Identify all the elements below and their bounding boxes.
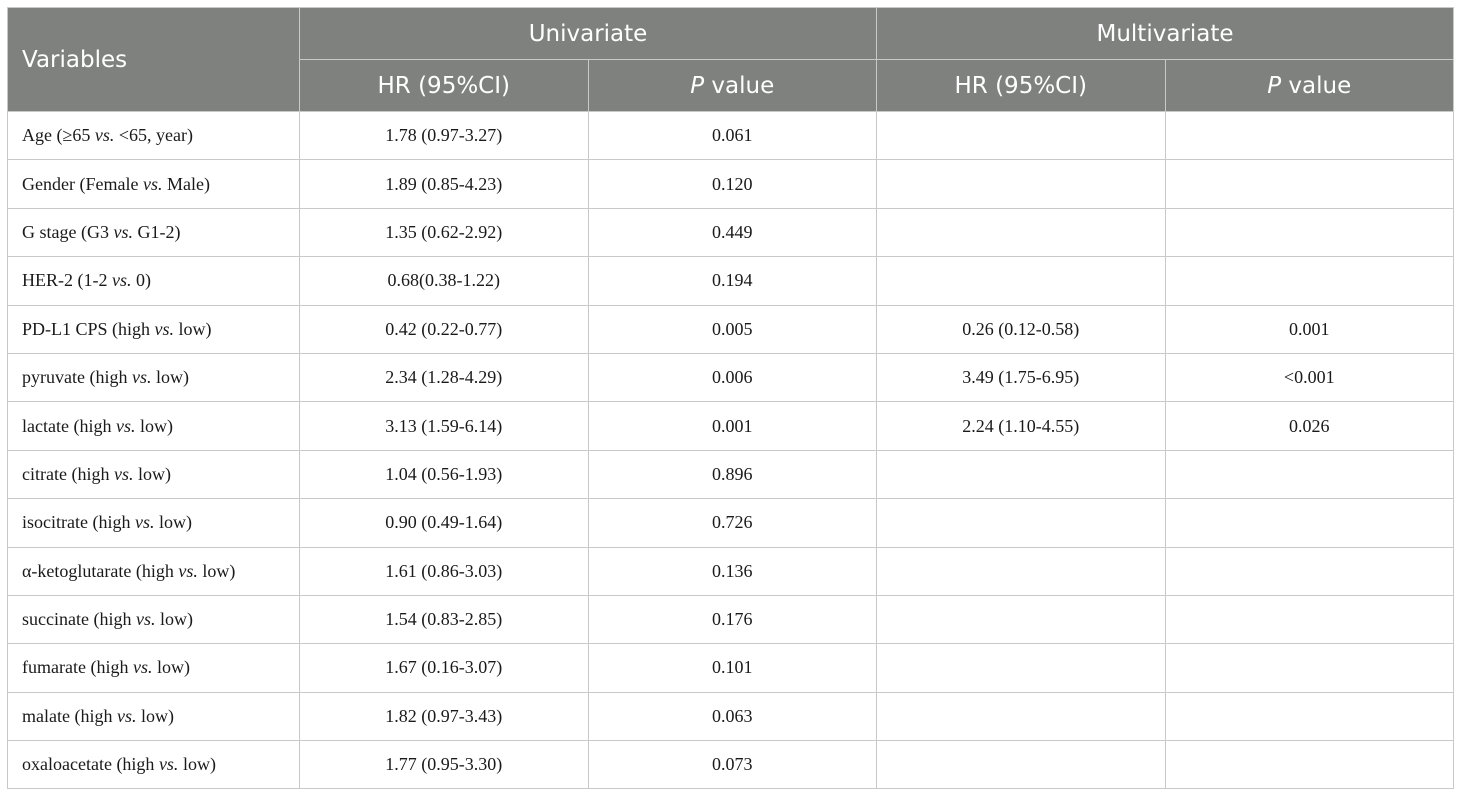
multivariate-hr-cell: 2.24 (1.10-4.55) <box>877 402 1166 450</box>
multivariate-hr-cell <box>877 499 1166 547</box>
univariate-p-cell: 0.120 <box>588 160 877 208</box>
variable-text: pyruvate (high <box>22 367 132 388</box>
univariate-hr-cell: 2.34 (1.28-4.29) <box>300 353 589 401</box>
table-row <box>8 257 1454 305</box>
table-row <box>8 547 1454 595</box>
regression-table <box>7 7 1454 789</box>
variable-cell <box>8 402 300 450</box>
univariate-p-cell: 0.176 <box>588 595 877 643</box>
multivariate-header: Multivariate <box>877 8 1454 60</box>
multivariate-p-cell <box>1165 160 1454 208</box>
vs-italic: vs. <box>135 609 156 630</box>
table-row <box>8 402 1454 450</box>
p-rest: value <box>704 72 775 99</box>
univariate-hr-cell: 3.13 (1.59-6.14) <box>300 402 589 450</box>
table-row <box>8 499 1454 547</box>
univariate-hr-cell: 1.82 (0.97-3.43) <box>300 692 589 740</box>
variable-text: G stage (G3 <box>22 221 114 242</box>
univariate-p-cell: 0.101 <box>588 644 877 692</box>
multivariate-p-cell: <0.001 <box>1165 353 1454 401</box>
vs-italic: vs. <box>154 318 175 339</box>
univariate-hr-cell: 1.77 (0.95-3.30) <box>300 741 589 789</box>
results-table-container <box>7 7 1453 789</box>
variable-cell <box>8 692 300 740</box>
univariate-p-cell: 0.006 <box>588 353 877 401</box>
variable-cell <box>8 644 300 692</box>
variable-text: oxaloacetate (high <box>22 754 159 775</box>
univariate-hr-cell: 1.89 (0.85-4.23) <box>300 160 589 208</box>
multivariate-p-cell: 0.026 <box>1165 402 1454 450</box>
multivariate-hr-cell <box>877 112 1166 160</box>
variable-text: malate (high <box>22 705 117 726</box>
variable-text: PD-L1 CPS (high <box>22 318 155 339</box>
variable-text: low) <box>178 754 216 775</box>
univariate-hr-cell: 0.68(0.38-1.22) <box>300 257 589 305</box>
variable-text: Age (≥65 <box>22 125 95 146</box>
univariate-hr-cell: 0.90 (0.49-1.64) <box>300 499 589 547</box>
p-italic: P <box>1267 72 1282 99</box>
variable-text: low) <box>174 318 212 339</box>
univariate-p-header <box>588 60 877 112</box>
vs-italic: vs. <box>134 512 155 533</box>
univariate-hr-cell: 1.61 (0.86-3.03) <box>300 547 589 595</box>
univariate-hr-cell: 0.42 (0.22-0.77) <box>300 305 589 353</box>
table-row <box>8 595 1454 643</box>
multivariate-hr-cell <box>877 595 1166 643</box>
multivariate-hr-header: HR (95%CI) <box>877 60 1166 112</box>
univariate-hr-cell: 1.67 (0.16-3.07) <box>300 644 589 692</box>
vs-italic: vs. <box>111 270 132 291</box>
vs-italic: vs. <box>113 221 133 242</box>
multivariate-p-cell <box>1165 257 1454 305</box>
vs-italic: vs. <box>142 173 163 194</box>
univariate-p-cell: 0.136 <box>588 547 877 595</box>
header-row-groups <box>8 8 1454 60</box>
univariate-hr-cell: 1.04 (0.56-1.93) <box>300 450 589 498</box>
multivariate-hr-cell <box>877 257 1166 305</box>
multivariate-p-cell <box>1165 547 1454 595</box>
variable-cell <box>8 353 300 401</box>
variable-text: low) <box>197 560 236 581</box>
table-row <box>8 160 1454 208</box>
variable-cell <box>8 257 300 305</box>
variable-cell <box>8 112 300 160</box>
multivariate-hr-cell <box>877 692 1166 740</box>
multivariate-p-cell <box>1165 595 1454 643</box>
variable-cell <box>8 547 300 595</box>
univariate-p-cell: 0.896 <box>588 450 877 498</box>
multivariate-hr-cell <box>877 450 1166 498</box>
vs-italic: vs. <box>158 754 179 775</box>
univariate-hr-header: HR (95%CI) <box>300 60 589 112</box>
variable-cell <box>8 450 300 498</box>
table-header <box>8 8 1454 112</box>
variables-header: Variables <box>8 8 300 112</box>
variable-cell <box>8 499 300 547</box>
vs-italic: vs. <box>115 415 136 436</box>
variable-cell <box>8 208 300 256</box>
table-row <box>8 692 1454 740</box>
variable-cell <box>8 741 300 789</box>
variable-text: 0) <box>131 270 151 291</box>
multivariate-p-cell <box>1165 692 1454 740</box>
vs-italic: vs. <box>132 657 153 678</box>
vs-italic: vs. <box>113 463 134 484</box>
multivariate-hr-cell: 0.26 (0.12-0.58) <box>877 305 1166 353</box>
variable-text: low) <box>136 705 174 726</box>
univariate-header: Univariate <box>300 8 877 60</box>
multivariate-hr-cell <box>877 208 1166 256</box>
table-row <box>8 644 1454 692</box>
vs-italic: vs. <box>116 705 137 726</box>
multivariate-p-header <box>1165 60 1454 112</box>
multivariate-hr-cell <box>877 160 1166 208</box>
variable-text: lactate (high <box>22 415 116 436</box>
variable-text: Gender (Female <box>22 173 143 194</box>
table-row <box>8 112 1454 160</box>
vs-italic: vs. <box>94 125 115 146</box>
univariate-hr-cell: 1.54 (0.83-2.85) <box>300 595 589 643</box>
variable-cell <box>8 305 300 353</box>
multivariate-hr-cell: 3.49 (1.75-6.95) <box>877 353 1166 401</box>
univariate-p-cell: 0.063 <box>588 692 877 740</box>
variable-cell <box>8 160 300 208</box>
variable-text: α-ketoglutarate (high <box>22 560 179 581</box>
univariate-p-cell: 0.726 <box>588 499 877 547</box>
multivariate-hr-cell <box>877 547 1166 595</box>
variable-text: HER-2 (1-2 <box>22 270 112 291</box>
univariate-p-cell: 0.005 <box>588 305 877 353</box>
p-rest: value <box>1281 72 1352 99</box>
multivariate-p-cell <box>1165 112 1454 160</box>
variable-text: Male) <box>162 173 210 194</box>
univariate-p-cell: 0.001 <box>588 402 877 450</box>
univariate-p-cell: 0.061 <box>588 112 877 160</box>
variable-text: low) <box>133 463 171 484</box>
variable-text: low) <box>135 415 173 436</box>
univariate-p-cell: 0.194 <box>588 257 877 305</box>
table-body <box>8 112 1454 789</box>
multivariate-hr-cell <box>877 644 1166 692</box>
variable-text: low) <box>155 609 193 630</box>
table-row <box>8 208 1454 256</box>
multivariate-p-cell <box>1165 644 1454 692</box>
variable-text: low) <box>151 367 189 388</box>
variable-text: citrate (high <box>22 463 114 484</box>
variable-text: succinate (high <box>22 609 136 630</box>
table-row <box>8 305 1454 353</box>
univariate-hr-cell: 1.78 (0.97-3.27) <box>300 112 589 160</box>
variable-text: G1-2) <box>132 221 181 242</box>
variable-text: <65, year) <box>114 125 193 146</box>
variable-text: low) <box>152 657 190 678</box>
table-row <box>8 741 1454 789</box>
variable-text: low) <box>154 512 192 533</box>
variable-text: fumarate (high <box>22 657 133 678</box>
univariate-p-cell: 0.449 <box>588 208 877 256</box>
vs-italic: vs. <box>131 367 152 388</box>
table-row <box>8 450 1454 498</box>
multivariate-p-cell <box>1165 499 1454 547</box>
multivariate-p-cell <box>1165 741 1454 789</box>
p-italic: P <box>690 72 705 99</box>
variable-text: isocitrate (high <box>22 512 135 533</box>
univariate-hr-cell: 1.35 (0.62-2.92) <box>300 208 589 256</box>
variable-cell <box>8 595 300 643</box>
multivariate-p-cell: 0.001 <box>1165 305 1454 353</box>
vs-italic: vs. <box>178 560 198 581</box>
multivariate-p-cell <box>1165 208 1454 256</box>
multivariate-hr-cell <box>877 741 1166 789</box>
multivariate-p-cell <box>1165 450 1454 498</box>
univariate-p-cell: 0.073 <box>588 741 877 789</box>
table-row <box>8 353 1454 401</box>
